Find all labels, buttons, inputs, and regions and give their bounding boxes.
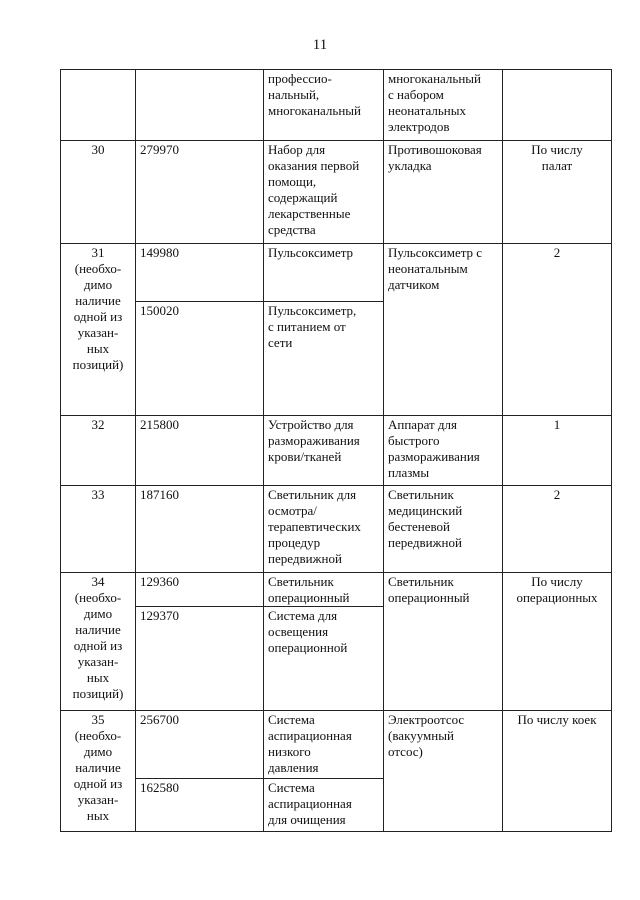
cell-device: Светильник операционный bbox=[384, 573, 503, 711]
cell-number bbox=[61, 70, 136, 141]
cell-name: Устройство для размораживания крови/тканей bbox=[264, 416, 384, 486]
cell-number: 35 (необхо- димо наличие одной из указан- ных bbox=[61, 711, 136, 832]
cell-quantity bbox=[503, 70, 612, 141]
cell-code: 187160 bbox=[136, 486, 264, 573]
cell-name: профессио- нальный, многоканальный bbox=[264, 70, 384, 141]
cell-quantity: По числу коек bbox=[503, 711, 612, 832]
cell-name: Система аспирационная низкого давления bbox=[264, 711, 384, 779]
cell-quantity: 1 bbox=[503, 416, 612, 486]
table-row-continuation bbox=[61, 70, 612, 141]
cell-name: Система для освещения операционной bbox=[264, 607, 384, 711]
cell-code bbox=[136, 70, 264, 141]
cell-code: 129370 bbox=[136, 607, 264, 711]
table-row-30 bbox=[61, 141, 612, 244]
cell-number: 33 bbox=[61, 486, 136, 573]
cell-device: многоканальный с набором неонатальных электродов bbox=[384, 70, 503, 141]
cell-device: Пульсоксиметр с неонатальным датчиком bbox=[384, 244, 503, 416]
cell-name: Пульсоксиметр bbox=[264, 244, 384, 302]
cell-quantity: 2 bbox=[503, 486, 612, 573]
cell-device: Электроотсос (вакуумный отсос) bbox=[384, 711, 503, 832]
cell-device: Светильник медицинский бестеневой передвижной bbox=[384, 486, 503, 573]
cell-name: Набор для оказания первой помощи, содержащий лекарственные средства bbox=[264, 141, 384, 244]
equipment-table bbox=[60, 69, 612, 832]
cell-number: 31 (необхо- димо наличие одной из указан- ных позиций) bbox=[61, 244, 136, 416]
cell-code: 149980 bbox=[136, 244, 264, 302]
cell-name: Светильник операционный bbox=[264, 573, 384, 607]
cell-quantity: По числу палат bbox=[503, 141, 612, 244]
cell-code: 256700 bbox=[136, 711, 264, 779]
cell-code: 279970 bbox=[136, 141, 264, 244]
cell-number: 30 bbox=[61, 141, 136, 244]
cell-code: 215800 bbox=[136, 416, 264, 486]
cell-device: Аппарат для быстрого размораживания плазмы bbox=[384, 416, 503, 486]
cell-code: 129360 bbox=[136, 573, 264, 607]
table-row-35 bbox=[61, 711, 612, 779]
page-number: 11 bbox=[312, 37, 328, 53]
cell-code: 162580 bbox=[136, 779, 264, 832]
cell-quantity: По числу операционных bbox=[503, 573, 612, 711]
cell-code: 150020 bbox=[136, 302, 264, 416]
table-row-32 bbox=[61, 416, 612, 486]
cell-number: 34 (необхо- димо наличие одной из указан- ных позиций) bbox=[61, 573, 136, 711]
cell-name: Светильник для осмотра/ терапевтических процедур передвижной bbox=[264, 486, 384, 573]
cell-name: Система аспирационная для очищения bbox=[264, 779, 384, 832]
cell-device: Противошоковая укладка bbox=[384, 141, 503, 244]
table-row-34 bbox=[61, 573, 612, 607]
cell-number: 32 bbox=[61, 416, 136, 486]
cell-name: Пульсоксиметр, с питанием от сети bbox=[264, 302, 384, 416]
table-row-33 bbox=[61, 486, 612, 573]
cell-quantity: 2 bbox=[503, 244, 612, 416]
table-row-31 bbox=[61, 244, 612, 302]
